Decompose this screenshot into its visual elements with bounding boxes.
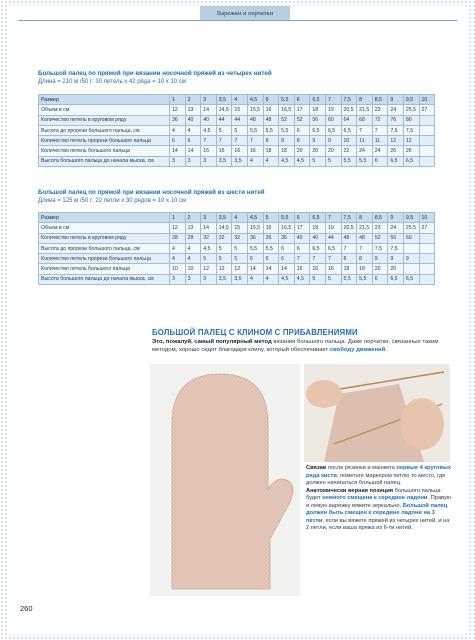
table-cell: 44 — [216, 115, 232, 125]
size-column-header: 2 — [185, 213, 201, 223]
table-cell: 20 — [325, 146, 341, 156]
size-column-header: 9 — [388, 213, 404, 223]
table-cell: 40 — [294, 233, 310, 243]
table-cell: 13 — [185, 105, 201, 115]
table-cell: 6,5 — [388, 156, 404, 166]
table-cell — [419, 115, 435, 125]
table-cell: 6 — [263, 254, 279, 264]
table-cell: 7 — [247, 136, 263, 146]
table-cell: 5 — [232, 254, 248, 264]
table-cell: 20 — [372, 264, 388, 274]
size-header: Размер — [39, 213, 170, 223]
table-cell: 40 — [185, 115, 201, 125]
size-column-header: 8 — [357, 213, 373, 223]
row-label: Высота до прорези большого пальца, см — [39, 243, 170, 253]
row-label: Высота большого пальца до начала мыска, см — [39, 156, 170, 166]
caption-1-bold: Связав — [306, 465, 327, 471]
row-label: Высота до прорези большого пальца, см — [39, 125, 170, 135]
table-cell — [419, 146, 435, 156]
table-cell: 10 — [185, 264, 201, 274]
table-row — [39, 233, 435, 243]
table-cell: 16 — [263, 105, 279, 115]
table-cell: 12 — [170, 105, 186, 115]
table-cell: 6 — [170, 136, 186, 146]
size-column-header: 6,5 — [310, 95, 326, 105]
table-cell: 12 — [403, 136, 419, 146]
table-cell — [419, 136, 435, 146]
running-title: Варежки и перчатки — [200, 6, 290, 21]
size-column-header: 10 — [419, 95, 435, 105]
table-cell: 25,5 — [403, 105, 419, 115]
table-cell: 9 — [310, 136, 326, 146]
table-cell: 40 — [201, 115, 217, 125]
size-column-header: 1 — [170, 95, 186, 105]
table-cell: 32 — [201, 233, 217, 243]
caption-1-end: , пометьте маркером петлю то место, где должен начинаться большой палец. — [306, 472, 446, 486]
table-cell: 7,5 — [403, 125, 419, 135]
table-cell: 14 — [247, 264, 263, 274]
table-cell: 11 — [357, 136, 373, 146]
table-cell: 18 — [263, 146, 279, 156]
table-cell: 48 — [357, 233, 373, 243]
table-cell: 7 — [325, 254, 341, 264]
table-cell: 14 — [263, 264, 279, 274]
row-label: Объем в см — [39, 223, 170, 233]
photo-caption — [306, 465, 451, 533]
table-cell: 5,5 — [279, 125, 295, 135]
table-cell: 44 — [232, 115, 248, 125]
table-cell: 6 — [279, 254, 295, 264]
table-cell — [419, 254, 435, 264]
table-cell: 56 — [388, 233, 404, 243]
table-row — [39, 125, 435, 135]
row-label: Количество петель большого пальца — [39, 146, 170, 156]
table-cell: 80 — [403, 115, 419, 125]
table-cell: 16 — [216, 146, 232, 156]
table-cell: 15,5 — [247, 223, 263, 233]
size-column-header: 8 — [357, 95, 373, 105]
table-cell: 48 — [263, 115, 279, 125]
table-cell — [419, 125, 435, 135]
table-cell: 5,5 — [357, 156, 373, 166]
row-label: Объем в см — [39, 105, 170, 115]
table-cell: 56 — [310, 115, 326, 125]
table-cell: 3,5 — [232, 156, 248, 166]
table-cell: 14,5 — [216, 105, 232, 115]
table-cell: 5,5 — [341, 156, 357, 166]
size-column-header: 5 — [263, 213, 279, 223]
size-column-header: 9 — [388, 95, 404, 105]
size-column-header: 4,5 — [247, 95, 263, 105]
table-cell — [403, 243, 419, 253]
table-cell: 4 — [185, 243, 201, 253]
table-cell: 14 — [201, 223, 217, 233]
page-content — [8, 6, 467, 634]
table-cell: 26 — [403, 146, 419, 156]
table-cell: 76 — [388, 115, 404, 125]
table-cell: 3 — [170, 156, 186, 166]
row-label: Количество петель прорези большого пальца — [39, 136, 170, 146]
table-cell: 27 — [419, 223, 435, 233]
table-cell: 6,5 — [325, 243, 341, 253]
table-cell: 8 — [341, 254, 357, 264]
size-column-header: 10 — [419, 213, 435, 223]
table-cell: 17 — [294, 223, 310, 233]
table-row — [39, 254, 435, 264]
table-cell: 7,5 — [372, 243, 388, 253]
table-cell: 21,5 — [357, 223, 373, 233]
table-row — [39, 136, 435, 146]
table-cell: 5,5 — [263, 243, 279, 253]
table-cell: 4 — [185, 125, 201, 135]
size-column-header: 3 — [201, 95, 217, 105]
table-row — [39, 156, 435, 166]
table-cell — [403, 264, 419, 274]
table-cell: 11 — [372, 136, 388, 146]
size-column-header: 7,5 — [341, 95, 357, 105]
table-cell: 9 — [325, 136, 341, 146]
table-cell: 52 — [279, 115, 295, 125]
section3-intro — [152, 338, 452, 355]
table-cell: 7 — [201, 136, 217, 146]
table-cell: 3,5 — [216, 274, 232, 284]
table-cell: 15,5 — [247, 105, 263, 115]
table-cell: 16 — [201, 146, 217, 156]
table-row — [39, 115, 435, 125]
table-cell: 4 — [170, 243, 186, 253]
table-row — [39, 146, 435, 156]
table-cell: 14,5 — [216, 223, 232, 233]
table-cell: 4 — [185, 254, 201, 264]
table-cell: 20 — [388, 264, 404, 274]
size-column-header: 8,5 — [372, 95, 388, 105]
table-cell: 7 — [310, 254, 326, 264]
table-cell: 7 — [341, 243, 357, 253]
table-cell: 36 — [263, 233, 279, 243]
size-column-header: 7,5 — [341, 213, 357, 223]
table-cell: 7,5 — [388, 125, 404, 135]
table-cell: 4 — [263, 274, 279, 284]
size-column-header: 1 — [170, 213, 186, 223]
table-cell: 28 — [185, 233, 201, 243]
row-label: Количество петель в круговом ряду — [39, 115, 170, 125]
table-cell: 52 — [294, 115, 310, 125]
table-cell: 20 — [310, 146, 326, 156]
table-cell: 18 — [357, 264, 373, 274]
table-cell: 6 — [185, 136, 201, 146]
table-cell: 5 — [216, 243, 232, 253]
table-cell: 6,5 — [310, 243, 326, 253]
table-cell: 24 — [357, 146, 373, 156]
table-cell: 6,5 — [310, 125, 326, 135]
size-column-header: 4 — [232, 95, 248, 105]
table-cell: 5,5 — [341, 274, 357, 284]
intro-end: . — [385, 347, 387, 354]
table-cell: 5 — [201, 254, 217, 264]
table-cell: 12 — [170, 223, 186, 233]
table-cell: 16,5 — [279, 105, 295, 115]
table-cell — [419, 156, 435, 166]
table-cell: 6,5 — [388, 274, 404, 284]
caption-2-bold2: Большой палец должен быть смещен к середине ладони на 3 петли — [306, 502, 448, 524]
table-cell: 4,5 — [201, 125, 217, 135]
table-cell: 4,5 — [294, 156, 310, 166]
table-cell: 20,5 — [341, 105, 357, 115]
size-column-header: 6 — [294, 213, 310, 223]
table-cell: 4,5 — [279, 156, 295, 166]
section1-title: Большой палец по прямой при вязании носочной пряжей из четырех нитей — [38, 70, 272, 77]
table-cell: 6 — [294, 243, 310, 253]
intro-bold: Это, пожалуй, самый популярный метод — [152, 339, 272, 345]
table-cell: 4 — [263, 156, 279, 166]
table-row — [39, 264, 435, 274]
caption-2-highlight: немного смещена к середине ладони — [322, 495, 428, 501]
table-cell: 36 — [279, 233, 295, 243]
table-row — [39, 274, 435, 284]
table-cell: 19 — [325, 105, 341, 115]
size-column-header: 5,5 — [279, 95, 295, 105]
table-cell: 3 — [185, 274, 201, 284]
size-column-header: 2 — [185, 95, 201, 105]
caption-1-highlight: первые 4 круговых ряда кисти — [306, 465, 452, 479]
table-cell: 16 — [294, 264, 310, 274]
table-cell: 9 — [372, 254, 388, 264]
table-cell: 4 — [170, 125, 186, 135]
table-cell: 18 — [310, 223, 326, 233]
section1-table — [38, 94, 435, 167]
table-cell: 20 — [294, 146, 310, 156]
row-label: Высота большого пальца до начала мыска, см — [39, 274, 170, 284]
table-cell: 5 — [232, 243, 248, 253]
size-column-header: 6 — [294, 95, 310, 105]
table-cell: 16 — [247, 146, 263, 156]
size-column-header: 4,5 — [247, 213, 263, 223]
table-cell: 7 — [357, 243, 373, 253]
table-cell: 21,5 — [357, 105, 373, 115]
table-cell: 16,5 — [279, 223, 295, 233]
table-cell: 14 — [279, 264, 295, 274]
table-cell: 16 — [310, 264, 326, 274]
table-cell: 7 — [232, 136, 248, 146]
table-cell: 10 — [170, 264, 186, 274]
table-cell: 4,5 — [294, 274, 310, 284]
size-column-header: 9,5 — [403, 213, 419, 223]
section1-subtitle: Длина = 210 м /50 г; 30 петель х 42 ряда = 10 х 10 см — [38, 79, 186, 85]
table-cell: 60 — [403, 233, 419, 243]
table-cell — [419, 233, 435, 243]
table-cell: 12 — [201, 264, 217, 274]
table-header-row — [39, 213, 435, 223]
table-cell: 32 — [216, 233, 232, 243]
table-cell: 7 — [216, 136, 232, 146]
table-cell: 24 — [388, 105, 404, 115]
table-cell: 72 — [372, 115, 388, 125]
table-cell: 32 — [232, 233, 248, 243]
table-cell: 12 — [216, 264, 232, 274]
knitting-process-photo — [304, 364, 450, 462]
page-number: 260 — [20, 604, 33, 613]
table-cell: 16 — [263, 223, 279, 233]
table-cell: 6 — [372, 274, 388, 284]
section2-table — [38, 212, 435, 285]
section3-title: БОЛЬШОЙ ПАЛЕЦ С КЛИНОМ С ПРИБАВЛЕНИЯМИ — [152, 328, 358, 337]
table-cell: 15 — [232, 105, 248, 115]
table-cell: 24 — [372, 146, 388, 156]
table-cell: 5,5 — [357, 274, 373, 284]
table-cell: 68 — [357, 115, 373, 125]
section2-subtitle: Длина = 125 м /50 г; 22 петли х 30 рядов = 10 х 10 см — [38, 198, 187, 204]
table-cell: 16 — [325, 264, 341, 274]
table-row — [39, 243, 435, 253]
table-row — [39, 105, 435, 115]
size-column-header: 3 — [201, 213, 217, 223]
size-column-header: 5 — [263, 95, 279, 105]
table-cell: 44 — [325, 233, 341, 243]
table-cell: 14 — [170, 146, 186, 156]
size-column-header: 7 — [325, 213, 341, 223]
header-rule — [18, 20, 457, 21]
table-cell: 5 — [310, 156, 326, 166]
table-cell: 18 — [310, 105, 326, 115]
table-cell: 4 — [247, 156, 263, 166]
size-column-header: 7 — [325, 95, 341, 105]
table-cell: 12 — [388, 136, 404, 146]
table-cell: 4 — [170, 254, 186, 264]
size-column-header: 6,5 — [310, 213, 326, 223]
table-cell — [419, 243, 435, 253]
table-cell: 26 — [388, 146, 404, 156]
table-cell: 22 — [341, 146, 357, 156]
table-cell: 8 — [357, 254, 373, 264]
table-cell: 18 — [279, 146, 295, 156]
table-cell — [419, 264, 435, 274]
caption-2-bold: Анатомически верная позиция — [306, 487, 394, 494]
table-cell: 13 — [185, 223, 201, 233]
table-cell: 6,5 — [341, 125, 357, 135]
row-label: Количество петель прорези большого пальца — [39, 254, 170, 264]
size-column-header: 3,5 — [216, 213, 232, 223]
table-cell: 14 — [201, 105, 217, 115]
caption-2-text: большого пальца будет — [306, 487, 441, 501]
table-cell: 3 — [185, 156, 201, 166]
table-cell: 28 — [170, 233, 186, 243]
table-cell: 4,5 — [279, 274, 295, 284]
table-cell: 6,5 — [325, 125, 341, 135]
table-cell: 24 — [388, 223, 404, 233]
table-cell: 23 — [372, 223, 388, 233]
table-cell: 17 — [294, 105, 310, 115]
table-cell: 10 — [341, 136, 357, 146]
caption-2-end: , если вы вяжете пряжей из четырех нитей, и на 2 петли, если ваша пряжа из 6-ти нитей. — [306, 517, 450, 531]
table-cell: 48 — [247, 115, 263, 125]
caption-2-text2: . Правую и левую варежку вяжите зеркально. — [306, 495, 451, 509]
table-row — [39, 223, 435, 233]
table-cell: 6 — [372, 156, 388, 166]
table-cell: 9 — [403, 254, 419, 264]
section2-title: Большой палец по прямой при вязании носочной пряжей из шести нитей — [38, 189, 265, 196]
table-cell: 8 — [294, 136, 310, 146]
table-cell: 36 — [170, 115, 186, 125]
table-cell: 6 — [294, 125, 310, 135]
table-cell: 7 — [372, 125, 388, 135]
size-column-header: 9,5 — [403, 95, 419, 105]
table-cell: 3,5 — [216, 156, 232, 166]
table-cell: 64 — [341, 115, 357, 125]
table-cell: 23 — [372, 105, 388, 115]
table-cell: 20,5 — [341, 223, 357, 233]
table-cell: 7,5 — [388, 243, 404, 253]
table-cell: 40 — [310, 233, 326, 243]
table-cell: 18 — [341, 264, 357, 274]
table-cell: 16 — [232, 146, 248, 156]
table-cell: 5 — [325, 274, 341, 284]
table-cell: 19 — [325, 223, 341, 233]
table-cell: 5 — [216, 125, 232, 135]
table-cell: 7 — [294, 254, 310, 264]
table-cell: 52 — [372, 233, 388, 243]
caption-1-text: после резинки и манжета — [326, 465, 397, 471]
table-cell: 3 — [201, 156, 217, 166]
size-header: Размер — [39, 95, 170, 105]
row-label: Количество петель большого пальца — [39, 264, 170, 274]
mitten-photo — [150, 364, 300, 596]
intro-text: вязания большого пальца. Даже перчатки, связанные таким методом, хорошо сидят благодаря клину, который обеспечивает — [152, 339, 439, 354]
table-cell: 8 — [279, 136, 295, 146]
table-cell: 14 — [185, 146, 201, 156]
table-cell: 12 — [232, 264, 248, 274]
table-cell: 3,5 — [232, 274, 248, 284]
size-column-header: 5,5 — [279, 213, 295, 223]
table-cell: 9 — [388, 254, 404, 264]
table-cell: 25,5 — [403, 223, 419, 233]
row-label: Количество петель в круговом ряду — [39, 233, 170, 243]
table-cell — [419, 274, 435, 284]
table-cell: 8 — [263, 136, 279, 146]
table-cell: 5,5 — [263, 125, 279, 135]
table-cell: 5,5 — [247, 125, 263, 135]
table-cell: 3 — [201, 274, 217, 284]
table-cell: 5 — [232, 125, 248, 135]
table-cell: 4 — [247, 274, 263, 284]
table-cell: 3 — [170, 274, 186, 284]
table-cell: 60 — [325, 115, 341, 125]
size-column-header: 8,5 — [372, 213, 388, 223]
table-cell: 5,5 — [247, 243, 263, 253]
size-column-header: 4 — [232, 213, 248, 223]
table-cell: 5 — [216, 254, 232, 264]
table-cell: 5 — [310, 274, 326, 284]
table-cell: 6 — [247, 254, 263, 264]
table-cell: 6,5 — [403, 156, 419, 166]
table-cell: 15 — [232, 223, 248, 233]
table-cell: 36 — [247, 233, 263, 243]
size-column-header: 3,5 — [216, 95, 232, 105]
table-cell: 6,5 — [403, 274, 419, 284]
table-cell: 4,5 — [201, 243, 217, 253]
table-cell: 7 — [357, 125, 373, 135]
intro-highlight: свободу движений — [329, 347, 386, 354]
table-cell: 27 — [419, 105, 435, 115]
table-header-row — [39, 95, 435, 105]
table-cell: 48 — [341, 233, 357, 243]
table-cell: 5 — [325, 156, 341, 166]
table-cell: 6 — [279, 243, 295, 253]
